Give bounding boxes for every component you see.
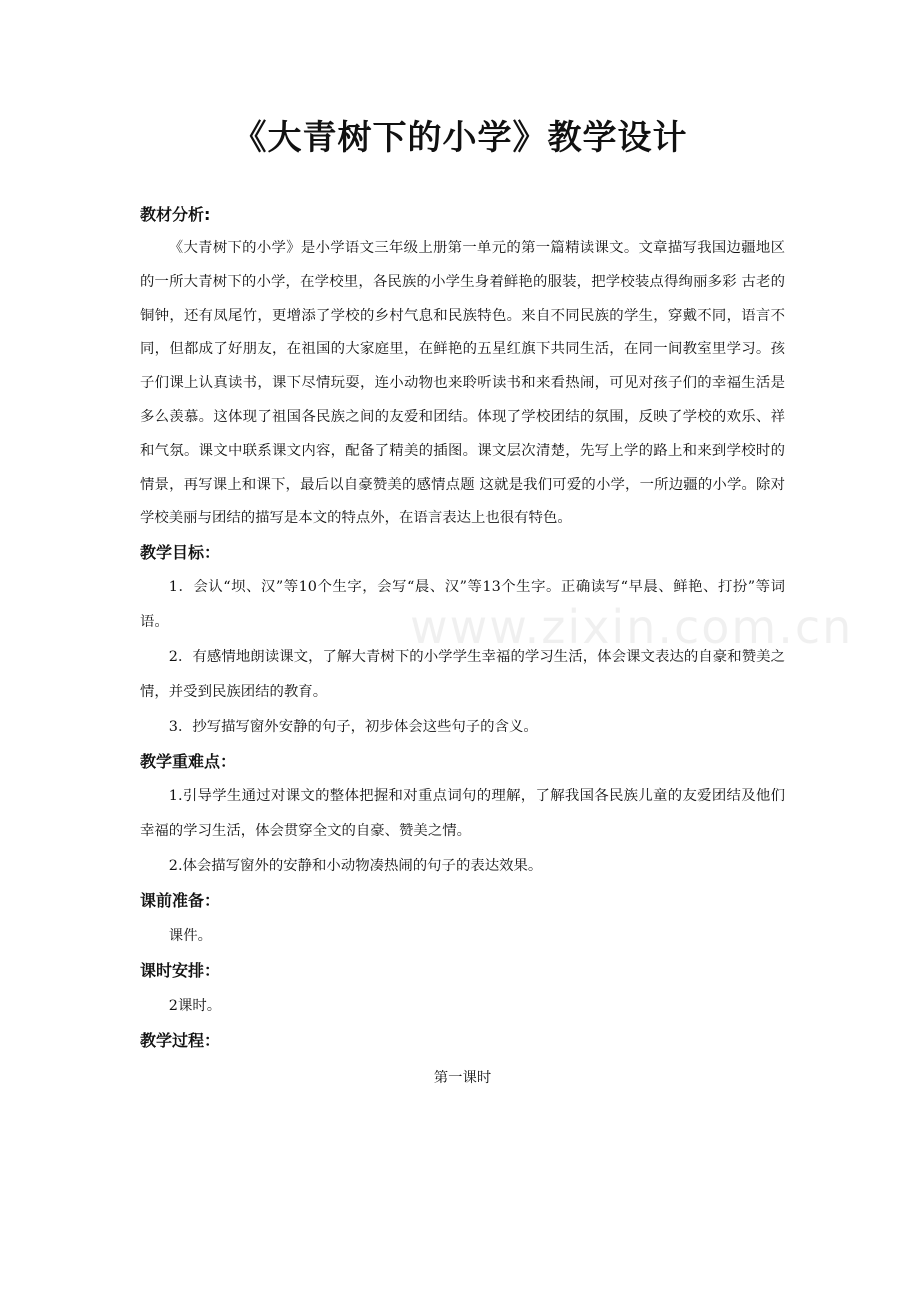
section-process — [140, 1024, 785, 1096]
section-heading-analysis: 教材分析: — [140, 205, 211, 224]
document-body — [140, 198, 785, 1096]
section-goals — [140, 536, 785, 745]
key-point-item: 1.引导学生通过对课文的整体把握和对重点词句的理解，了解我国各民族儿童的友爱团结及他们幸福的学习生活，体会贯穿全文的自豪、赞美之情。 — [140, 788, 785, 840]
section-heading-preparation: 课前准备： — [140, 891, 221, 911]
key-point-item: 2.体会描写窗外的安静和小动物凑热闹的句子的表达效果。 — [168, 858, 543, 875]
section-preparation — [140, 884, 785, 954]
page-title: 《大青树下的小学》教学设计 — [232, 118, 688, 158]
lesson-label: 第一课时 — [433, 1070, 492, 1087]
goal-item: 2．有感情地朗读课文，了解大青树下的小学学生幸福的学习生活，体会课文表达的自豪和赞美之情，并受到民族团结的教育。 — [140, 649, 785, 701]
goal-item: 3．抄写描写窗外安静的句子，初步体会这些句子的含义。 — [168, 719, 538, 736]
section-heading-schedule: 课时安排： — [140, 961, 221, 981]
goal-item: 1．会认“坝、汉”等10个生字，会写“晨、汉”等13个生字。正确读写“早晨、鲜艳、打扮”等词语。 — [140, 579, 785, 631]
section-heading-key-points: 教学重难点： — [140, 752, 237, 772]
preparation-text: 课件。 — [168, 928, 212, 945]
section-analysis — [140, 198, 785, 536]
section-key-points — [140, 745, 785, 884]
section-heading-process: 教学过程： — [140, 1031, 221, 1051]
section-schedule — [140, 954, 785, 1024]
schedule-text: 2课时。 — [168, 998, 222, 1015]
section-heading-goals: 教学目标： — [140, 543, 221, 563]
watermark: www.zixin.com.cn — [410, 600, 854, 654]
analysis-paragraph: 《大青树下的小学》是小学语文三年级上册第一单元的第一篇精读课文。文章描写我国边疆地区的一所大青树下的小学，在学校里，各民族的小学生身着鲜艳的服装，把学校装点得绚丽多彩 古老的铜钟，还有凤尾竹，更增添了学校的乡村气息和民族特色。来自不同民族的学生，穿戴不同，语言不同，但都成了好朋友，在祖国的大家庭里，在鲜艳的五星红旗下共同生活，在同一间教室里学习。孩子们课上认真读书，课下尽情玩耍，连小动物也来聆听读书和来看热闹，可见对孩子们的幸福生活是多么羡慕。这体现了祖国各民族之间的友爱和团结。体现了学校团结的氛围，反映了学校的欢乐、祥和气氛。课文中联系课文内容，配备了精美的插图。课文层次清楚，先写上学的路上和来到学校时的情景，再写课上和课下，最后以自豪赞美的感情点题 这就是我们可爱的小学，一所边疆的小学。除对学校美丽与团结的描写是本文的特点外，在语言表达上也很有特色。 — [140, 240, 785, 527]
